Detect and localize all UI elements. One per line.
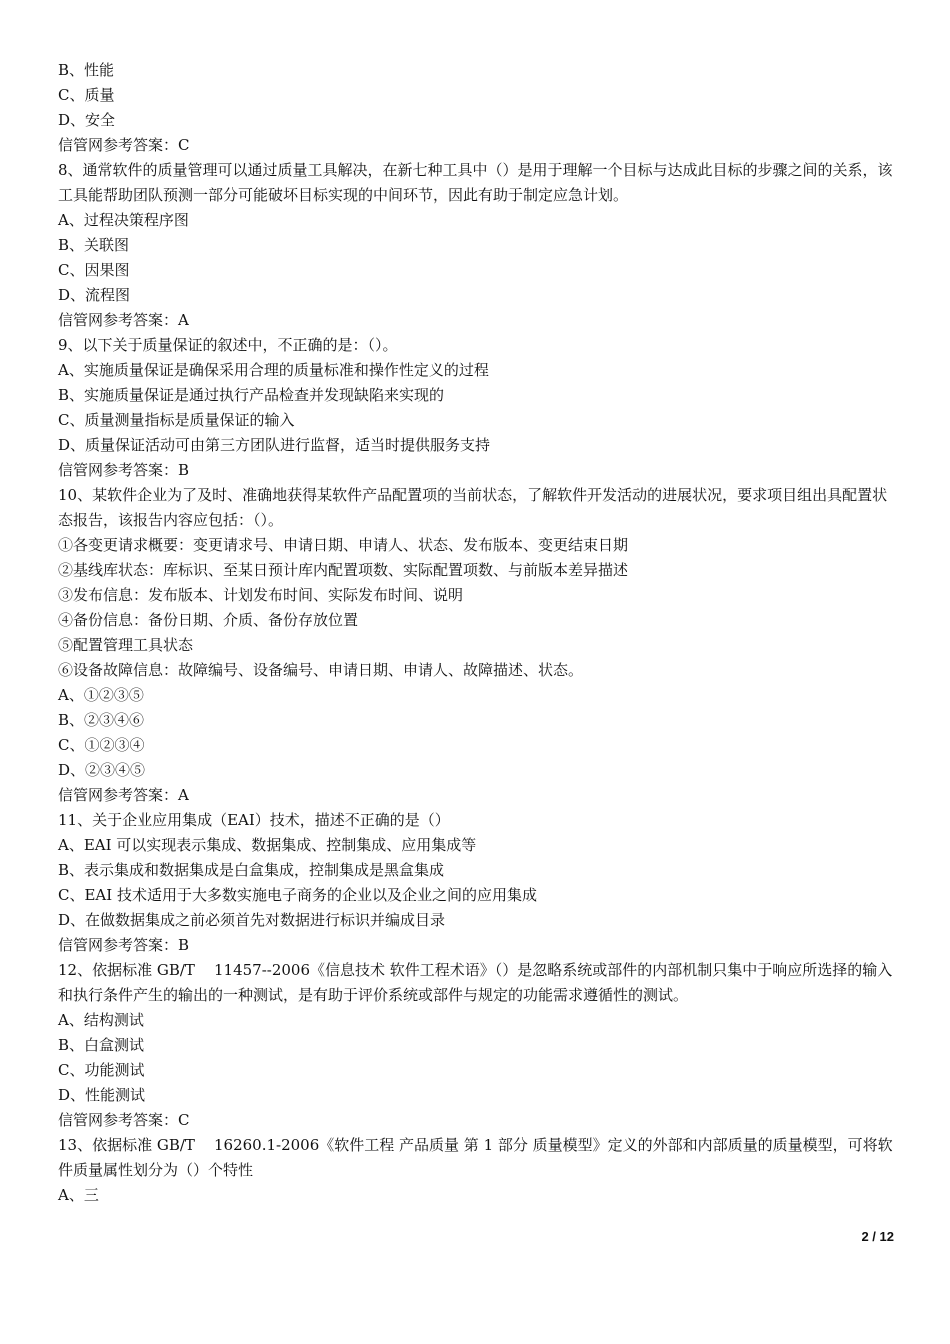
option-d: D、性能测试: [58, 1086, 146, 1104]
option-c: C、EAI 技术适用于大多数实施电子商务的企业以及企业之间的应用集成: [58, 886, 537, 904]
option-b: B、白盒测试: [58, 1036, 145, 1054]
question-stem: 10、某软件企业为了及时、准确地获得某软件产品配置项的当前状态，了解软件开发活动的进展状况，要求项目组出具配置状态报告，该报告内容应包括：（）。: [58, 486, 888, 529]
option-b: B、表示集成和数据集成是白盒集成，控制集成是黑盒集成: [58, 861, 445, 879]
answer-line: 信管网参考答案：A: [58, 786, 189, 804]
answer-line: 信管网参考答案：C: [58, 1111, 190, 1129]
question-8: [58, 158, 894, 333]
question-7: [58, 58, 894, 158]
list-item: ⑤配置管理工具状态: [58, 636, 194, 654]
option-d: D、流程图: [58, 286, 131, 304]
option-c: C、①②③④: [58, 736, 145, 754]
question-stem: 9、以下关于质量保证的叙述中，不正确的是：（）。: [58, 336, 398, 354]
question-9: [58, 333, 894, 483]
option-a: A、三: [58, 1186, 99, 1204]
list-item: ②基线库状态：库标识、至某日预计库内配置项数、实际配置项数、与前版本差异描述: [58, 561, 629, 579]
option-a: A、结构测试: [58, 1011, 144, 1029]
option-a: A、①②③⑤: [58, 686, 144, 704]
list-item: ④备份信息：备份日期、介质、备份存放位置: [58, 611, 359, 629]
question-stem: 8、通常软件的质量管理可以通过质量工具解决，在新七种工具中（）是用于理解一个目标与达成此目标的步骤之间的关系，该工具能帮助团队预测一部分可能破坏目标实现的中间环节，因此有助于制定应急计划。: [58, 161, 893, 204]
question-12: [58, 958, 894, 1133]
page-number: 2 / 12: [861, 1229, 894, 1244]
answer-line: 信管网参考答案：B: [58, 936, 190, 954]
option-b: B、关联图: [58, 236, 130, 254]
question-10: [58, 483, 894, 808]
option-b: B、实施质量保证是通过执行产品检查并发现缺陷来实现的: [58, 386, 445, 404]
document-body: [58, 58, 894, 1208]
list-item: ①各变更请求概要：变更请求号、申请日期、申请人、状态、发布版本、变更结束日期: [58, 536, 629, 554]
option-a: A、EAI 可以实现表示集成、数据集成、控制集成、应用集成等: [58, 836, 477, 854]
option-d: D、质量保证活动可由第三方团队进行监督，适当时提供服务支持: [58, 436, 491, 454]
list-item: ⑥设备故障信息：故障编号、设备编号、申请日期、申请人、故障描述、状态。: [58, 661, 584, 679]
question-stem: 13、依据标准 GB/T 16260.1-2006《软件工程 产品质量 第 1 部分 质量模型》定义的外部和内部质量的质量模型，可将软件质量属性划分为（）个特性: [58, 1136, 893, 1179]
list-item: ③发布信息：发布版本、计划发布时间、实际发布时间、说明: [58, 586, 464, 604]
option-d: D、②③④⑤: [58, 761, 146, 779]
option-c: C、功能测试: [58, 1061, 145, 1079]
answer-line: 信管网参考答案：C: [58, 136, 190, 154]
option-b: B、②③④⑥: [58, 711, 145, 729]
question-stem: 11、关于企业应用集成（EAI）技术，描述不正确的是（）: [58, 811, 450, 829]
option-c: C、质量测量指标是质量保证的输入: [58, 411, 295, 429]
answer-line: 信管网参考答案：A: [58, 311, 189, 329]
option-a: A、过程决策程序图: [58, 211, 189, 229]
option-a: A、实施质量保证是确保采用合理的质量标准和操作性定义的过程: [58, 361, 489, 379]
option-d: D、在做数据集成之前必须首先对数据进行标识并编成目录: [58, 911, 446, 929]
option-c: C、因果图: [58, 261, 130, 279]
option-d: D、安全: [58, 111, 116, 129]
question-11: [58, 808, 894, 958]
option-c: C、质量: [58, 86, 115, 104]
answer-line: 信管网参考答案：B: [58, 461, 190, 479]
question-13: [58, 1133, 894, 1208]
option-b: B、性能: [58, 61, 115, 79]
question-stem: 12、依据标准 GB/T 11457--2006《信息技术 软件工程术语》（）是忽略系统或部件的内部机制只集中于响应所选择的输入和执行条件产生的输出的一种测试，是有助于评价系统或部件与规定的功能需求遵循性的测试。: [58, 961, 893, 1004]
